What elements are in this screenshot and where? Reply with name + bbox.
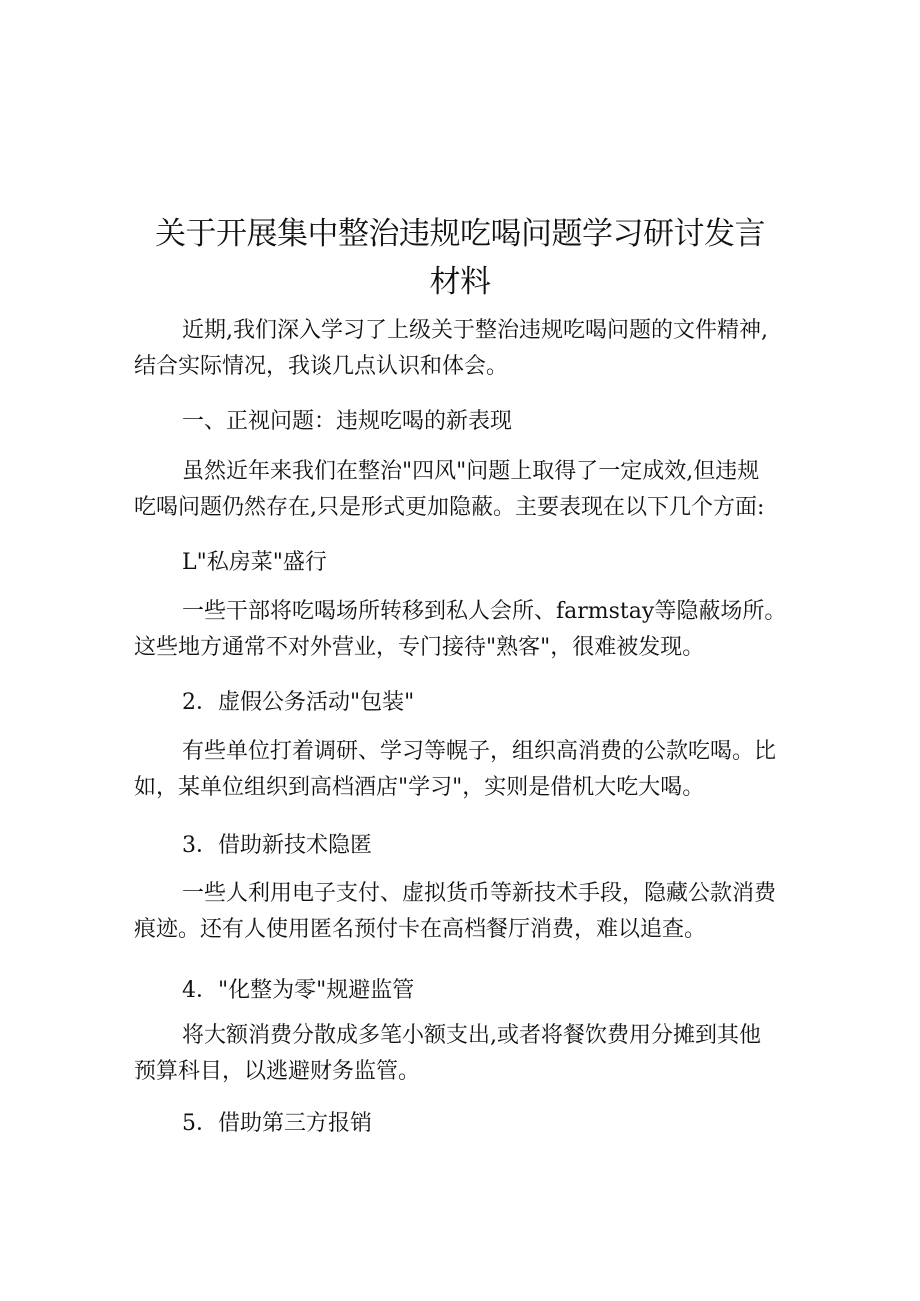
- list-item-heading: [182, 828, 372, 864]
- section-heading: [182, 404, 512, 440]
- paragraph-line: 将大额消费分散成多笔小额支出,或者将餐饮费用分摊到其他: [182, 1023, 761, 1048]
- paragraph-line: 有些单位打着调研、学习等幌子，组织高消费的公款吃喝。比: [182, 739, 777, 764]
- list-item-heading-text: 2．虚假公务活动"包装": [182, 690, 415, 715]
- list-item-heading-text: 3．借助新技术隐匿: [182, 833, 372, 858]
- paragraph: [134, 594, 786, 666]
- paragraph-line: 一些人利用电子支付、虚拟货币等新技术手段，隐藏公款消费: [182, 881, 777, 906]
- list-item-heading: [182, 1106, 372, 1142]
- document-title-line-2: 材料: [429, 264, 491, 300]
- paragraph-line: 虽然近年来我们在整治"四风"问题上取得了一定成效,但违规: [182, 459, 760, 484]
- paragraph-line: 预算科目，以逃避财务监管。: [134, 1059, 421, 1084]
- paragraph-line: 这些地方通常不对外营业，专门接待"熟客"，很难被发现。: [134, 635, 705, 660]
- document-title-line-1: 关于开展集中整治违规吃喝问题学习研讨发言: [155, 216, 765, 252]
- paragraph-line: 结合实际情况，我谈几点认识和体会。: [134, 354, 509, 379]
- list-item-heading-text: 5．借助第三方报销: [182, 1111, 372, 1136]
- paragraph-line: 痕迹。还有人使用匿名预付卡在高档餐厅消费，难以追查。: [134, 917, 707, 942]
- paragraph: [134, 876, 776, 948]
- paragraph: [134, 1018, 761, 1090]
- list-item-heading: [182, 545, 327, 581]
- paragraph-line: 如，某单位组织到高档酒店"学习"，实则是借机大吃大喝。: [134, 775, 705, 800]
- paragraph-line: 近期,我们深入学习了上级关于整治违规吃喝问题的文件精神,: [182, 318, 768, 343]
- paragraph: [134, 734, 776, 806]
- list-item-heading-text: L"私房菜"盛行: [182, 550, 327, 575]
- paragraph: [134, 454, 764, 526]
- paragraph-line: 吃喝问题仍然存在,只是形式更加隐蔽。主要表现在以下几个方面:: [134, 495, 765, 520]
- list-item-heading: [182, 685, 414, 721]
- paragraph-line: 一些干部将吃喝场所转移到私人会所、farmstay等隐蔽场所。: [182, 599, 787, 624]
- section-heading-text: 一、正视问题：违规吃喝的新表现: [182, 409, 513, 434]
- list-item-heading: [182, 973, 414, 1009]
- list-item-heading-text: 4．"化整为零"规避监管: [182, 978, 415, 1003]
- paragraph-intro: [134, 313, 768, 385]
